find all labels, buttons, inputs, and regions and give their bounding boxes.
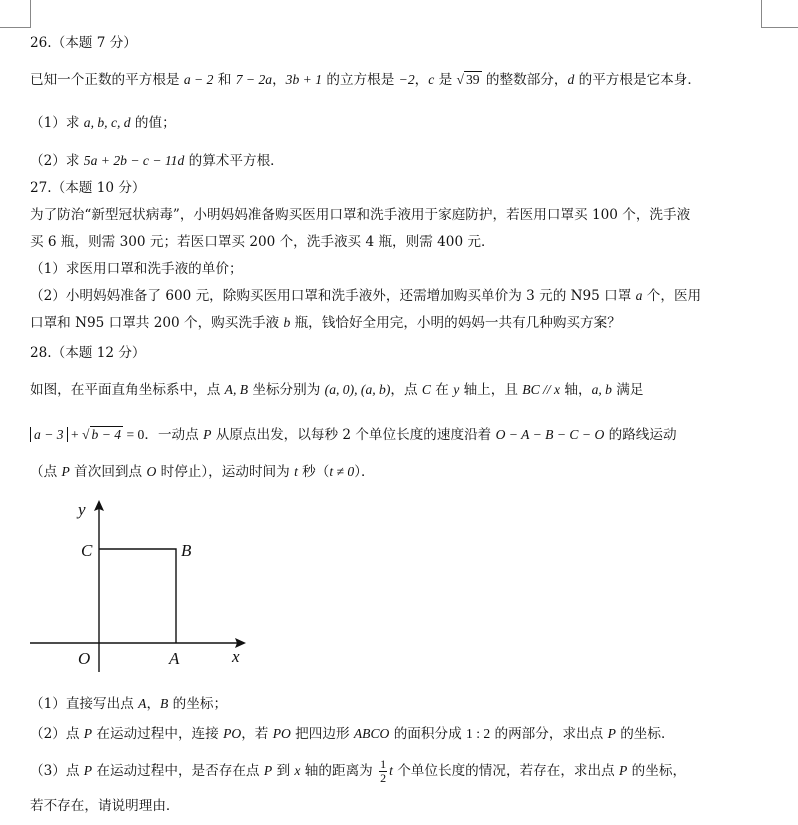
q26-part2: （2）求 5a + 2b − c − 11d 的算术平方根． xyxy=(30,153,284,169)
label-c: C xyxy=(81,541,93,560)
fraction-half: $\frac{1}{2}$ xyxy=(380,757,387,785)
label-a: A xyxy=(169,649,180,668)
q26-stem: 已知一个正数的平方根是 a − 2 和 7 − 2a，3b + 1 的立方根是 −2，c 是 √ 39 的整数部分，d 的平方根是它本身． xyxy=(30,72,701,88)
label-x: x xyxy=(232,647,240,666)
q28-header: 28.（本题 12 分） xyxy=(30,345,146,361)
label-o: O xyxy=(78,649,91,668)
q27-line1: 为了防治“新型冠状病毒”，小明妈妈准备购买医用口罩和洗手液用于家庭防护，若医用口罩买 100 个，洗手液 xyxy=(30,207,691,223)
label-y: y xyxy=(78,500,86,519)
q28-part3: （3）点 P 在运动过程中，是否存在点 P 到 x 轴的距离为 $\frac{1}{2}$ t 个单位长度的情况，若存在，求出点 P 的坐标， xyxy=(30,757,687,785)
q26-part1: （1）求 a, b, c, d 的值； xyxy=(30,115,176,131)
q26-header: 26.（本题 7 分） xyxy=(30,35,137,51)
q27-part2-line2: 口罩和 N95 口罩共 200 个，购买洗手液 b 瓶，钱恰好全用完，小明的妈妈一共有几种购买方案？ xyxy=(30,315,621,331)
coordinate-figure xyxy=(26,490,256,680)
q27-part1: （1）求医用口罩和洗手液的单价； xyxy=(30,261,243,277)
rectangle-abco xyxy=(99,549,176,643)
corner-mark-right xyxy=(760,0,798,30)
q28-line3: （点 P 首次回到点 O 时停止），运动时间为 t 秒（t ≠ 0）． xyxy=(30,464,375,480)
q27-part2-line1: （2）小明妈妈准备了 600 元，除购买医用口罩和洗手液外，还需增加购买单价为 3 元的 N95 口罩 a 个，医用 xyxy=(30,288,702,304)
q28-part1: （1）直接写出点 A，B 的坐标； xyxy=(30,696,228,712)
q27-line2: 买 6 瓶，则需 300 元；若医口罩买 200 个，洗手液买 4 瓶，则需 400 元． xyxy=(30,234,495,250)
q28-line1: 如图，在平面直角坐标系中，点 A, B 坐标分别为 (a, 0), (a, b)，点 C 在 y 轴上，且 BC // x 轴，a, b 满足 xyxy=(30,382,644,398)
q27-header: 27.（本题 10 分） xyxy=(30,180,146,196)
q28-part2: （2）点 P 在运动过程中，连接 PO，若 PO 把四边形 ABCO 的面积分成 1 : 2 的两部分，求出点 P 的坐标． xyxy=(30,726,675,742)
label-b: B xyxy=(181,541,192,560)
corner-mark-left xyxy=(0,0,32,30)
q28-line2: a − 3 + √ b − 4 = 0．一动点 P 从原点出发，以每秒 2 个单位长度的速度沿着 O − A − B − C − O 的路线运动 xyxy=(30,425,677,445)
q28-part3-line2: 若不存在，请说明理由． xyxy=(30,798,180,814)
